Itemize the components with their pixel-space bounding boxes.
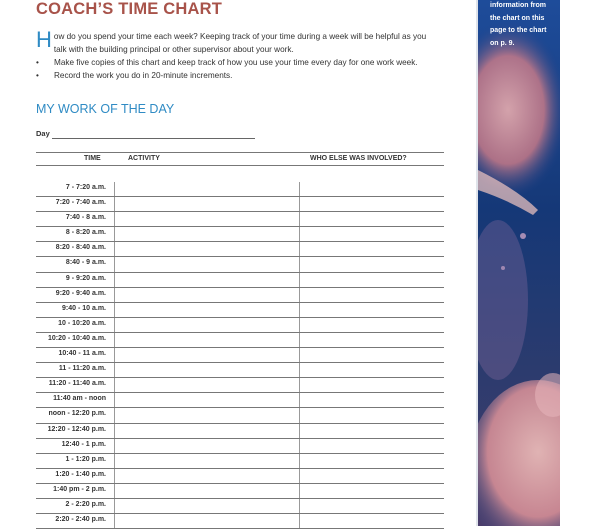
time-slot-label: 1:20 - 1:40 p.m. xyxy=(55,470,106,478)
time-slot-label: 9:20 - 9:40 a.m. xyxy=(55,289,106,297)
header-who: WHO ELSE WAS INVOLVED? xyxy=(310,155,407,162)
table-row[interactable] xyxy=(36,333,444,348)
time-slot-label: 10 - 10:20 a.m. xyxy=(58,319,106,327)
page-title: COACH’S TIME CHART xyxy=(36,0,223,18)
time-slot-label: 10:20 - 10:40 a.m. xyxy=(48,334,106,342)
table-row[interactable] xyxy=(36,408,444,423)
table-row[interactable] xyxy=(36,318,444,333)
intro-text: ow do you spend your time each week? Keeping track of your time during a week will be helpful as you talk with the building principal or other supervisor about your work. xyxy=(53,32,427,54)
table-header xyxy=(36,152,444,166)
header-activity: ACTIVITY xyxy=(128,155,160,162)
table-row[interactable] xyxy=(36,393,444,408)
section-heading: MY WORK OF THE DAY xyxy=(36,102,175,116)
table-row[interactable] xyxy=(36,182,444,197)
table-row[interactable] xyxy=(36,424,444,439)
time-chart-table xyxy=(36,152,444,529)
day-field[interactable] xyxy=(52,138,255,139)
day-label: Day xyxy=(36,129,50,138)
time-slot-label: 9:40 - 10 a.m. xyxy=(62,304,106,312)
time-slot-label: 11 - 11:20 a.m. xyxy=(58,365,106,373)
instructions-list xyxy=(36,56,441,82)
table-row[interactable] xyxy=(36,242,444,257)
table-row[interactable] xyxy=(36,303,444,318)
table-row[interactable] xyxy=(36,212,444,227)
time-slot-label: 7:40 - 8 a.m. xyxy=(65,214,106,222)
table-row[interactable] xyxy=(36,348,444,363)
table-row[interactable] xyxy=(36,454,444,469)
time-slot-label: 8 - 8:20 a.m. xyxy=(65,229,106,237)
page-margin-right xyxy=(560,0,595,526)
table-row[interactable] xyxy=(36,378,444,393)
table-row[interactable] xyxy=(36,363,444,378)
hourglass-image xyxy=(478,0,560,526)
instruction-item: • Make five copies of this chart and keep track of how you use your time every day for one work week. xyxy=(36,56,441,69)
page-margin xyxy=(455,0,476,526)
table-row[interactable] xyxy=(36,257,444,272)
table-row[interactable] xyxy=(36,514,444,529)
time-slot-label: 2:20 - 2:40 p.m. xyxy=(55,516,106,524)
table-row[interactable] xyxy=(36,484,444,499)
time-slot-label: 12:40 - 1 p.m. xyxy=(61,440,106,448)
time-slot-label: 9 - 9:20 a.m. xyxy=(65,274,106,282)
time-slot-label: 12:20 - 12:40 p.m. xyxy=(47,425,106,433)
table-body xyxy=(36,182,444,529)
table-row[interactable] xyxy=(36,227,444,242)
sidebar-note: information from the chart on this page to the chart on p. 9. xyxy=(490,2,547,47)
time-slot-label: 1 - 1:20 p.m. xyxy=(65,455,106,463)
time-slot-label: 10:40 - 11 a.m. xyxy=(58,350,106,358)
time-slot-label: 7:20 - 7:40 a.m. xyxy=(55,199,106,207)
header-time: TIME xyxy=(84,155,101,162)
time-slot-label: 11:40 am - noon xyxy=(53,395,106,403)
table-row[interactable] xyxy=(36,499,444,514)
table-row[interactable] xyxy=(36,197,444,212)
time-slot-label: 11:20 - 11:40 a.m. xyxy=(48,380,106,388)
time-slot-label: 7 - 7:20 a.m. xyxy=(65,184,106,191)
table-row[interactable] xyxy=(36,288,444,303)
table-row[interactable] xyxy=(36,273,444,288)
time-slot-label: 1:40 pm - 2 p.m. xyxy=(53,485,106,493)
intro-block xyxy=(36,27,441,82)
time-slot-label: 2 - 2:20 p.m. xyxy=(65,500,106,508)
time-slot-label: noon - 12:20 p.m. xyxy=(48,410,106,418)
table-row[interactable] xyxy=(36,469,444,484)
table-row[interactable] xyxy=(36,439,444,454)
instruction-item: • Record the work you do in 20-minute increments. xyxy=(36,69,441,82)
intro-dropcap: H xyxy=(36,27,52,52)
time-slot-label: 8:40 - 9 a.m. xyxy=(65,259,106,267)
time-slot-label: 8:20 - 8:40 a.m. xyxy=(55,244,106,252)
